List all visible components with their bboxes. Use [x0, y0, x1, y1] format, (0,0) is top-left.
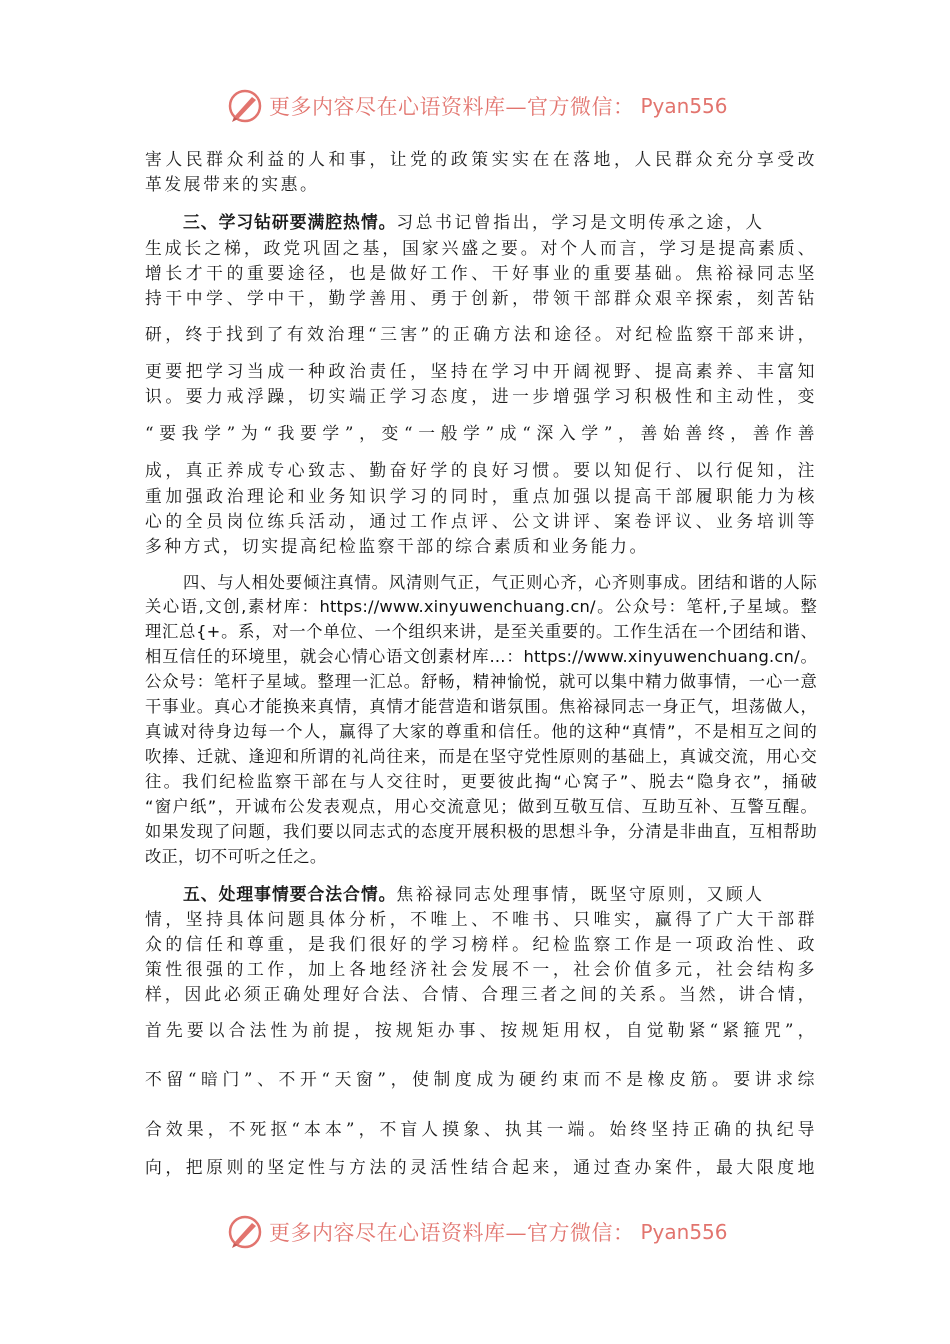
text-line: 害人民群众利益的人和事，让党的政策实实在在落地，人民群众充分享受改	[145, 149, 817, 169]
banner-wechat-id: Pyan556	[640, 1220, 728, 1244]
section-4-heading-line: 四、与人相处要倾注真情。风清则气正，气正则心齐，心齐则事成。团结和谐的人际	[183, 573, 817, 592]
text-line: 研，终于找到了有效治理“三害”的正确方法和途径。对纪检监察干部来讲，	[145, 324, 817, 344]
section-5-first-line	[183, 882, 817, 906]
text-line: 不留“暗门”、不开“天窗”，使制度成为硬约束而不是橡皮筋。要讲求综	[145, 1069, 817, 1089]
text-line: 理汇总{+。系，对一个单位、一个组织来讲，是至关重要的。工作生活在一个团结和谐、	[145, 622, 817, 641]
text-line: 如果发现了问题，我们要以同志式的态度开展积极的思想斗争，分清是非曲直，互相帮助	[145, 822, 817, 841]
text-line: 吹捧、迁就、逢迎和所谓的礼尚往来，而是在坚守党性原则的基础上，真诚交流，用心交	[145, 747, 817, 766]
text-line: 生成长之梯，政党巩固之基，国家兴盛之要。对个人而言，学习是提高素质、	[145, 238, 817, 258]
text-line: 策性很强的工作，加上各地经济社会发展不一，社会价值多元，社会结构多	[145, 959, 817, 979]
banner-wechat-id: Pyan556	[640, 94, 728, 118]
text-line: 众的信任和尊重，是我们很好的学习榜样。纪检监察工作是一项政治性、政	[145, 934, 817, 954]
section-3-first-line	[183, 210, 817, 234]
text-line: 相互信任的环境里，就会心情心语文创素材库...：https://www.xinyuwenchuang.cn/。	[145, 647, 817, 666]
header-banner	[225, 84, 745, 128]
text-line: 重加强政治理论和业务知识学习的同时，重点加强以提高干部履职能力为核	[145, 486, 817, 506]
text-line: 更要把学习当成一种政治责任，坚持在学习中开阔视野、提高素养、丰富知	[145, 361, 817, 381]
text-line: 增长才干的重要途径，也是做好工作、干好事业的重要基础。焦裕禄同志坚	[145, 263, 817, 283]
text-line: 多种方式，切实提高纪检监察干部的综合素质和业务能力。	[145, 536, 649, 556]
text-line: 改正，切不可听之任之。	[145, 847, 327, 866]
text-line: 焦裕禄同志处理事情，既坚守原则，又顾人	[396, 884, 765, 904]
text-line: 干事业。真心才能换来真情，真情才能营造和谐氛围。焦裕禄同志一身正气，坦荡做人，	[145, 697, 817, 716]
text-line: 识。要力戒浮躁，切实端正学习态度，进一步增强学习积极性和主动性，变	[145, 386, 817, 406]
text-line: 革发展带来的实惠。	[145, 174, 320, 194]
section-3-heading: 三、学习钻研要满腔热情。	[183, 212, 397, 232]
text-line: 真诚对待身边每一个人，赢得了大家的尊重和信任。他的这种“真情”，不是相互之间的	[145, 722, 817, 741]
text-line: 持干中学、学中干，勤学善用、勇于创新，带领干部群众艰辛探索，刻苦钻	[145, 288, 817, 308]
footer-banner	[225, 1210, 745, 1254]
text-line: 向，把原则的坚定性与方法的灵活性结合起来，通过查办案件，最大限度地	[145, 1157, 817, 1177]
text-line: 关心语,文创,素材库：https://www.xinyuwenchuang.cn/。公众号：笔杆,子星域。整	[145, 597, 817, 616]
text-line: “要我学”为“我要学”，变“一般学”成“深入学”，善始善终，善作善	[145, 423, 817, 443]
text-line: 情，坚持具体问题具体分析，不唯上、不唯书、只唯实，赢得了广大干部群	[145, 909, 817, 929]
banner-text: 更多内容尽在心语资料库—官方微信：	[269, 95, 635, 119]
text-line: 合效果，不死抠“本本”，不盲人摸象、执其一端。始终坚持正确的执纪导	[145, 1119, 817, 1139]
text-line: 成，真正养成专心致志、勤奋好学的良好习惯。要以知促行、以行促知，注	[145, 460, 817, 480]
text-line: 习总书记曾指出，学习是文明传承之途，人	[396, 212, 765, 232]
banner-text: 更多内容尽在心语资料库—官方微信：	[269, 1221, 635, 1245]
pen-logo-icon	[225, 86, 265, 126]
text-line: 公众号：笔杆子星域。整理一汇总。舒畅，精神愉悦，就可以集中精力做事情，一心一意	[145, 672, 817, 691]
section-5-heading: 五、处理事情要合法合情。	[183, 884, 397, 904]
pen-logo-icon	[225, 1212, 265, 1252]
text-line: 首先要以合法性为前提，按规矩办事、按规矩用权，自觉勒紧“紧箍咒”，	[145, 1020, 817, 1040]
text-line: 往。我们纪检监察干部在与人交往时，更要彼此掏“心窝子”、脱去“隐身衣”，捅破	[145, 772, 817, 791]
text-line: 样，因此必须正确处理好合法、合情、合理三者之间的关系。当然，讲合情，	[145, 984, 817, 1004]
text-line: 心的全员岗位练兵活动，通过工作点评、公文讲评、案卷评议、业务培训等	[145, 511, 817, 531]
text-line: “窗户纸”，开诚布公发表观点，用心交流意见；做到互敬互信、互助互补、互警互醒。	[145, 797, 817, 816]
